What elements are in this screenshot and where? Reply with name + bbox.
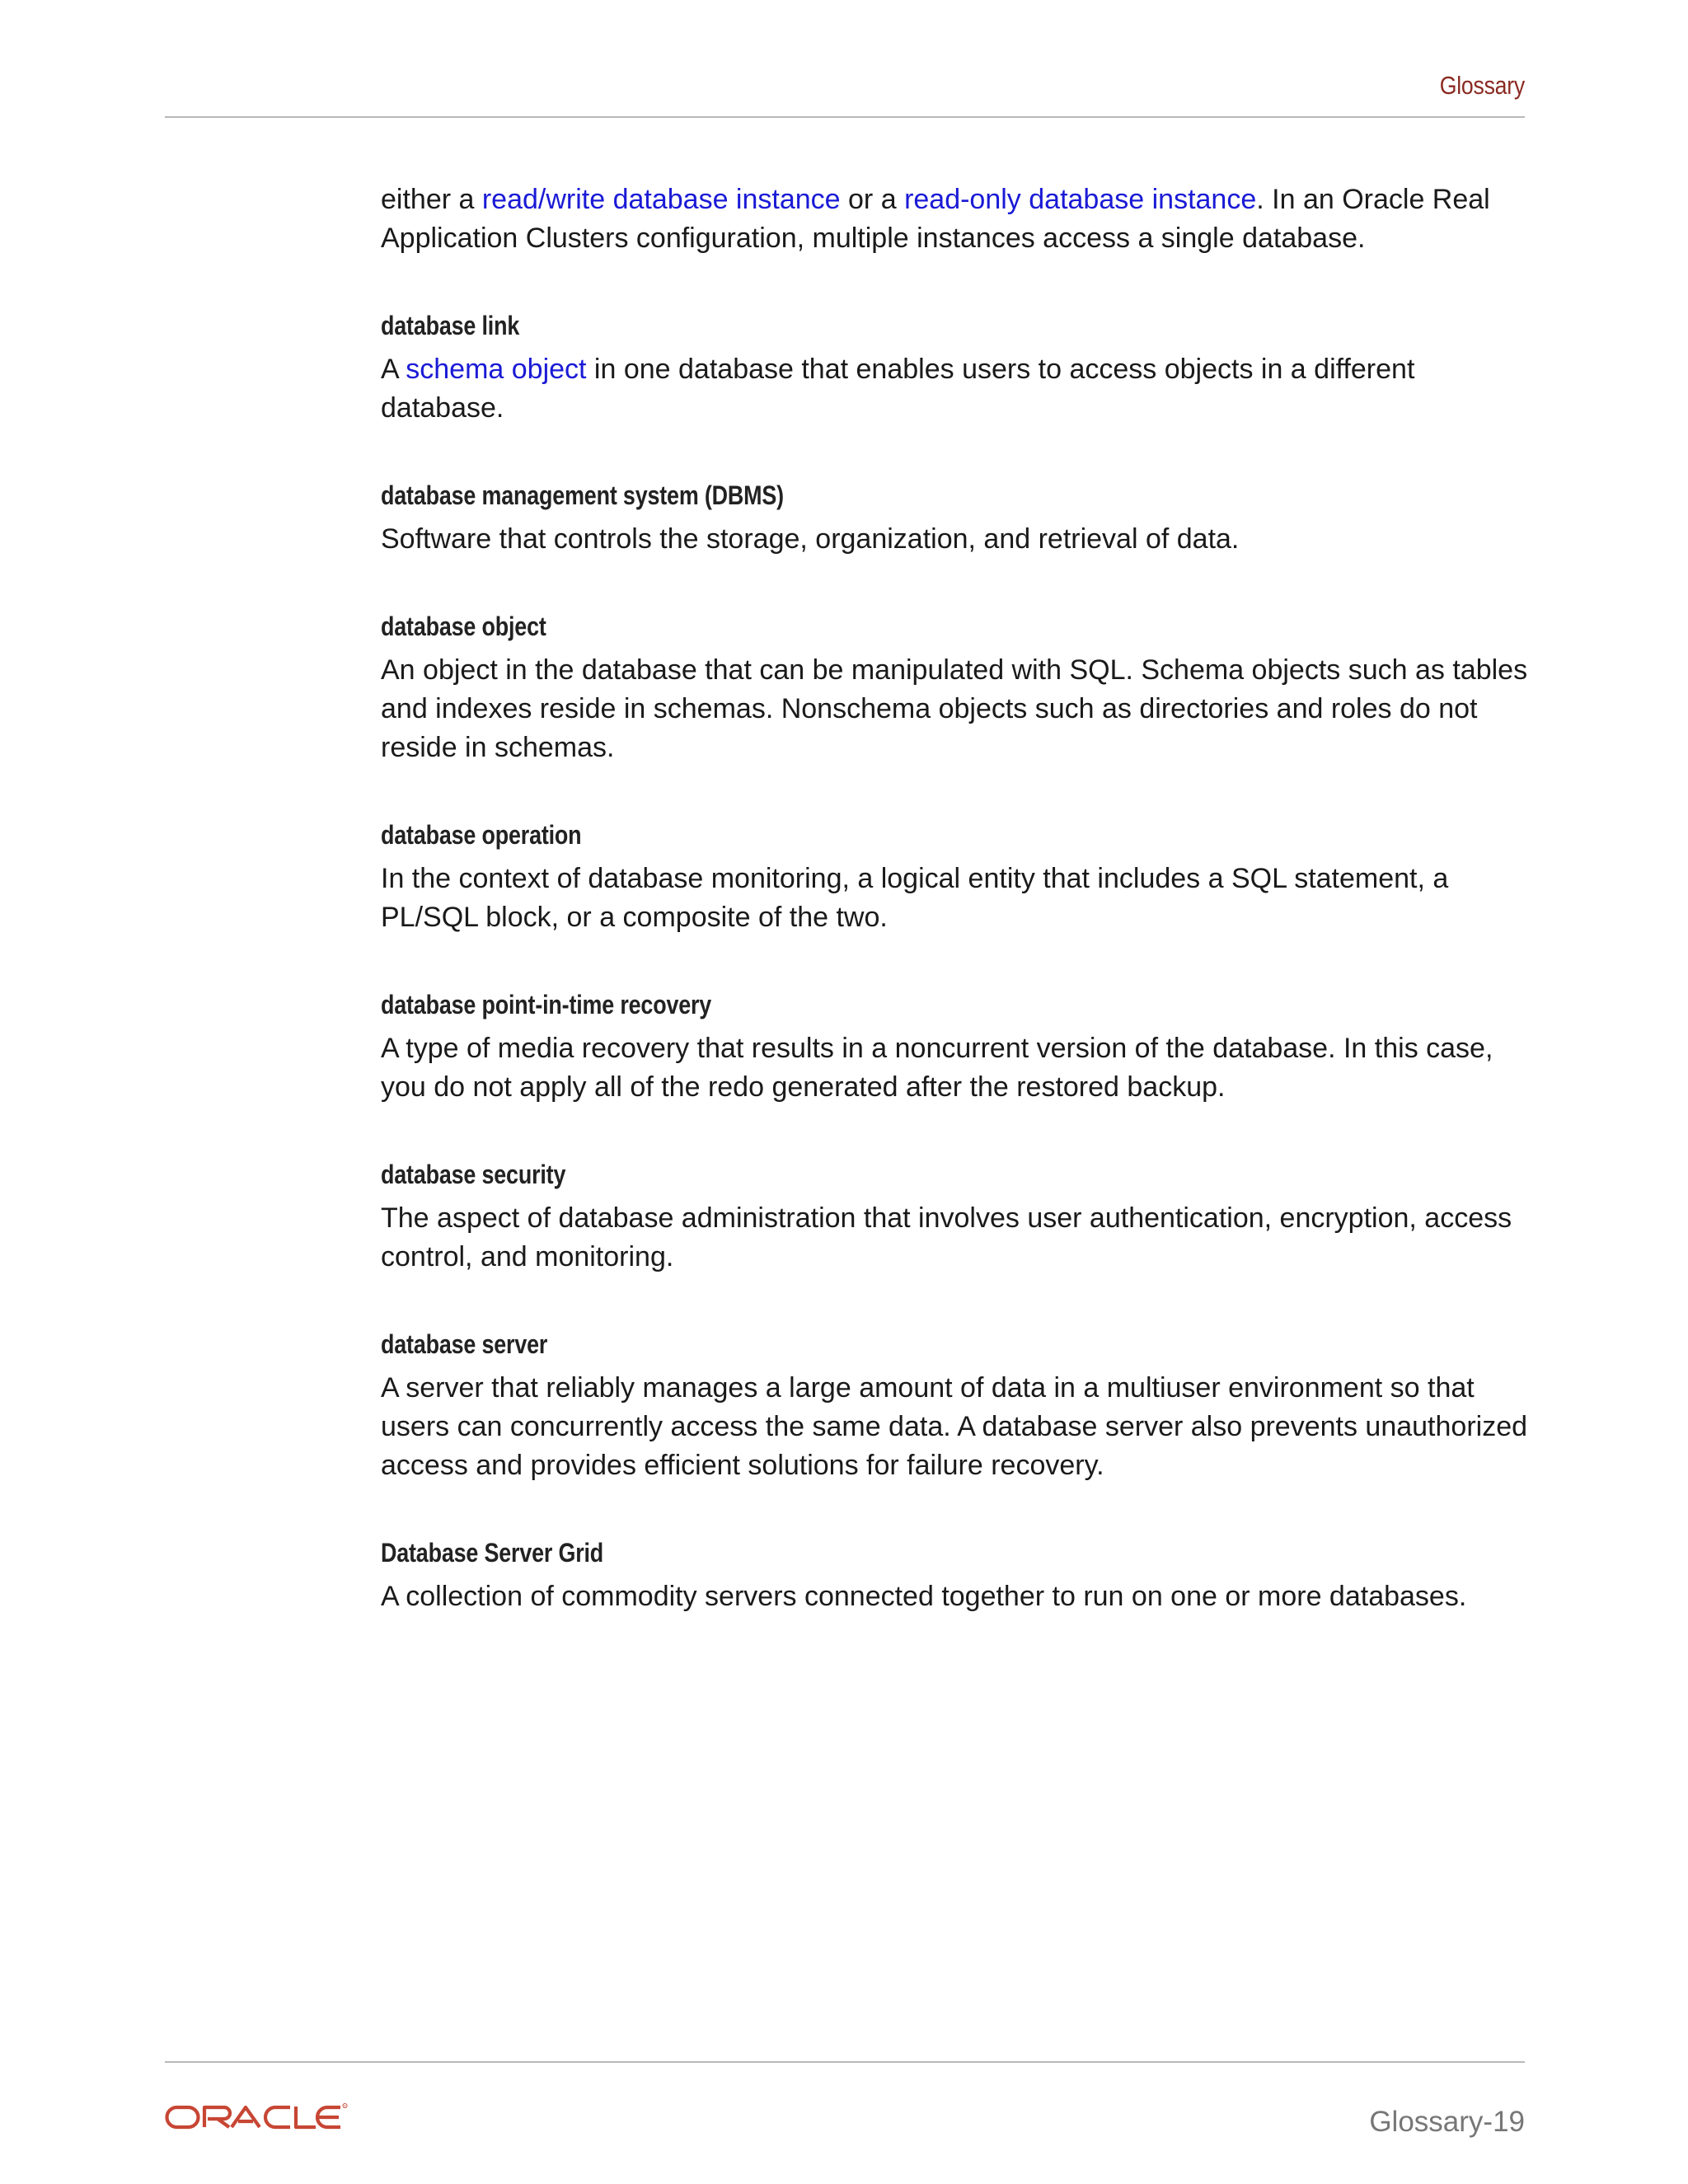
glossary-definition: A server that reliably manages a large amount of data in a multiuser environment so that users can concurrently access the same data. A database server also prevents unauthorized access and provides efficient solutions for failure recovery. [381,1372,1528,1481]
intro-text-1: either a [381,184,482,215]
glossary-entry-database-server [381,1328,1535,1485]
glossary-term: database management system (DBMS) [381,480,784,510]
glossary-definition: An object in the database that can be manipulated with SQL. Schema objects such as tables and indexes reside in schemas. Nonschema objects such as directories and roles do not reside in schemas. [381,654,1528,763]
glossary-entry-dbms [381,479,1535,559]
read-write-instance-link[interactable]: read/write database instance [481,184,841,215]
glossary-entry-point-in-time-recovery [381,988,1535,1107]
glossary-term: database point-in-time recovery [381,990,712,1019]
glossary-content [381,180,1535,1616]
definition-text: A [381,354,406,385]
glossary-entry-database-server-grid [381,1536,1535,1616]
schema-object-link[interactable]: schema object [406,354,587,385]
page-number: Glossary-19 [1369,2106,1525,2138]
glossary-definition: Software that controls the storage, organization, and retrieval of data. [381,523,1240,555]
glossary-term: database security [381,1160,566,1189]
intro-text-2: or a [840,184,905,215]
continued-definition [381,180,1535,258]
oracle-logo [165,2102,348,2132]
glossary-term: database operation [381,820,582,850]
glossary-term: Database Server Grid [381,1538,604,1568]
read-only-instance-link[interactable]: read-only database instance [904,184,1257,215]
glossary-definition [381,350,1535,428]
glossary-entry-database-link [381,309,1535,428]
intro-text-3: . In an Oracle Real Application Clusters configuration, multiple instances access a single database. [381,184,1490,254]
definition-text: in one database that enables users to access objects in a different database. [381,354,1415,424]
glossary-term: database object [381,612,546,641]
glossary-term: database server [381,1329,548,1359]
glossary-entry-database-operation [381,818,1535,937]
glossary-definition: The aspect of database administration that involves user authentication, encryption, access control, and monitoring. [381,1202,1512,1272]
glossary-definition: A collection of commodity servers connected together to run on one or more databases. [381,1581,1467,1612]
svg-text:R: R [344,2104,346,2108]
header-divider [165,116,1525,118]
glossary-definition: In the context of database monitoring, a logical entity that includes a SQL statement, a PL/SQL block, or a composite of the two. [381,863,1449,933]
glossary-term: database link [381,311,520,340]
glossary-entry-database-object [381,610,1535,767]
glossary-entry-database-security [381,1158,1535,1277]
glossary-definition: A type of media recovery that results in a noncurrent version of the database. In this case, you do not apply all of the redo generated after the restored backup. [381,1033,1493,1103]
running-header-title: Glossary [1439,71,1525,100]
footer-divider [165,2061,1525,2063]
